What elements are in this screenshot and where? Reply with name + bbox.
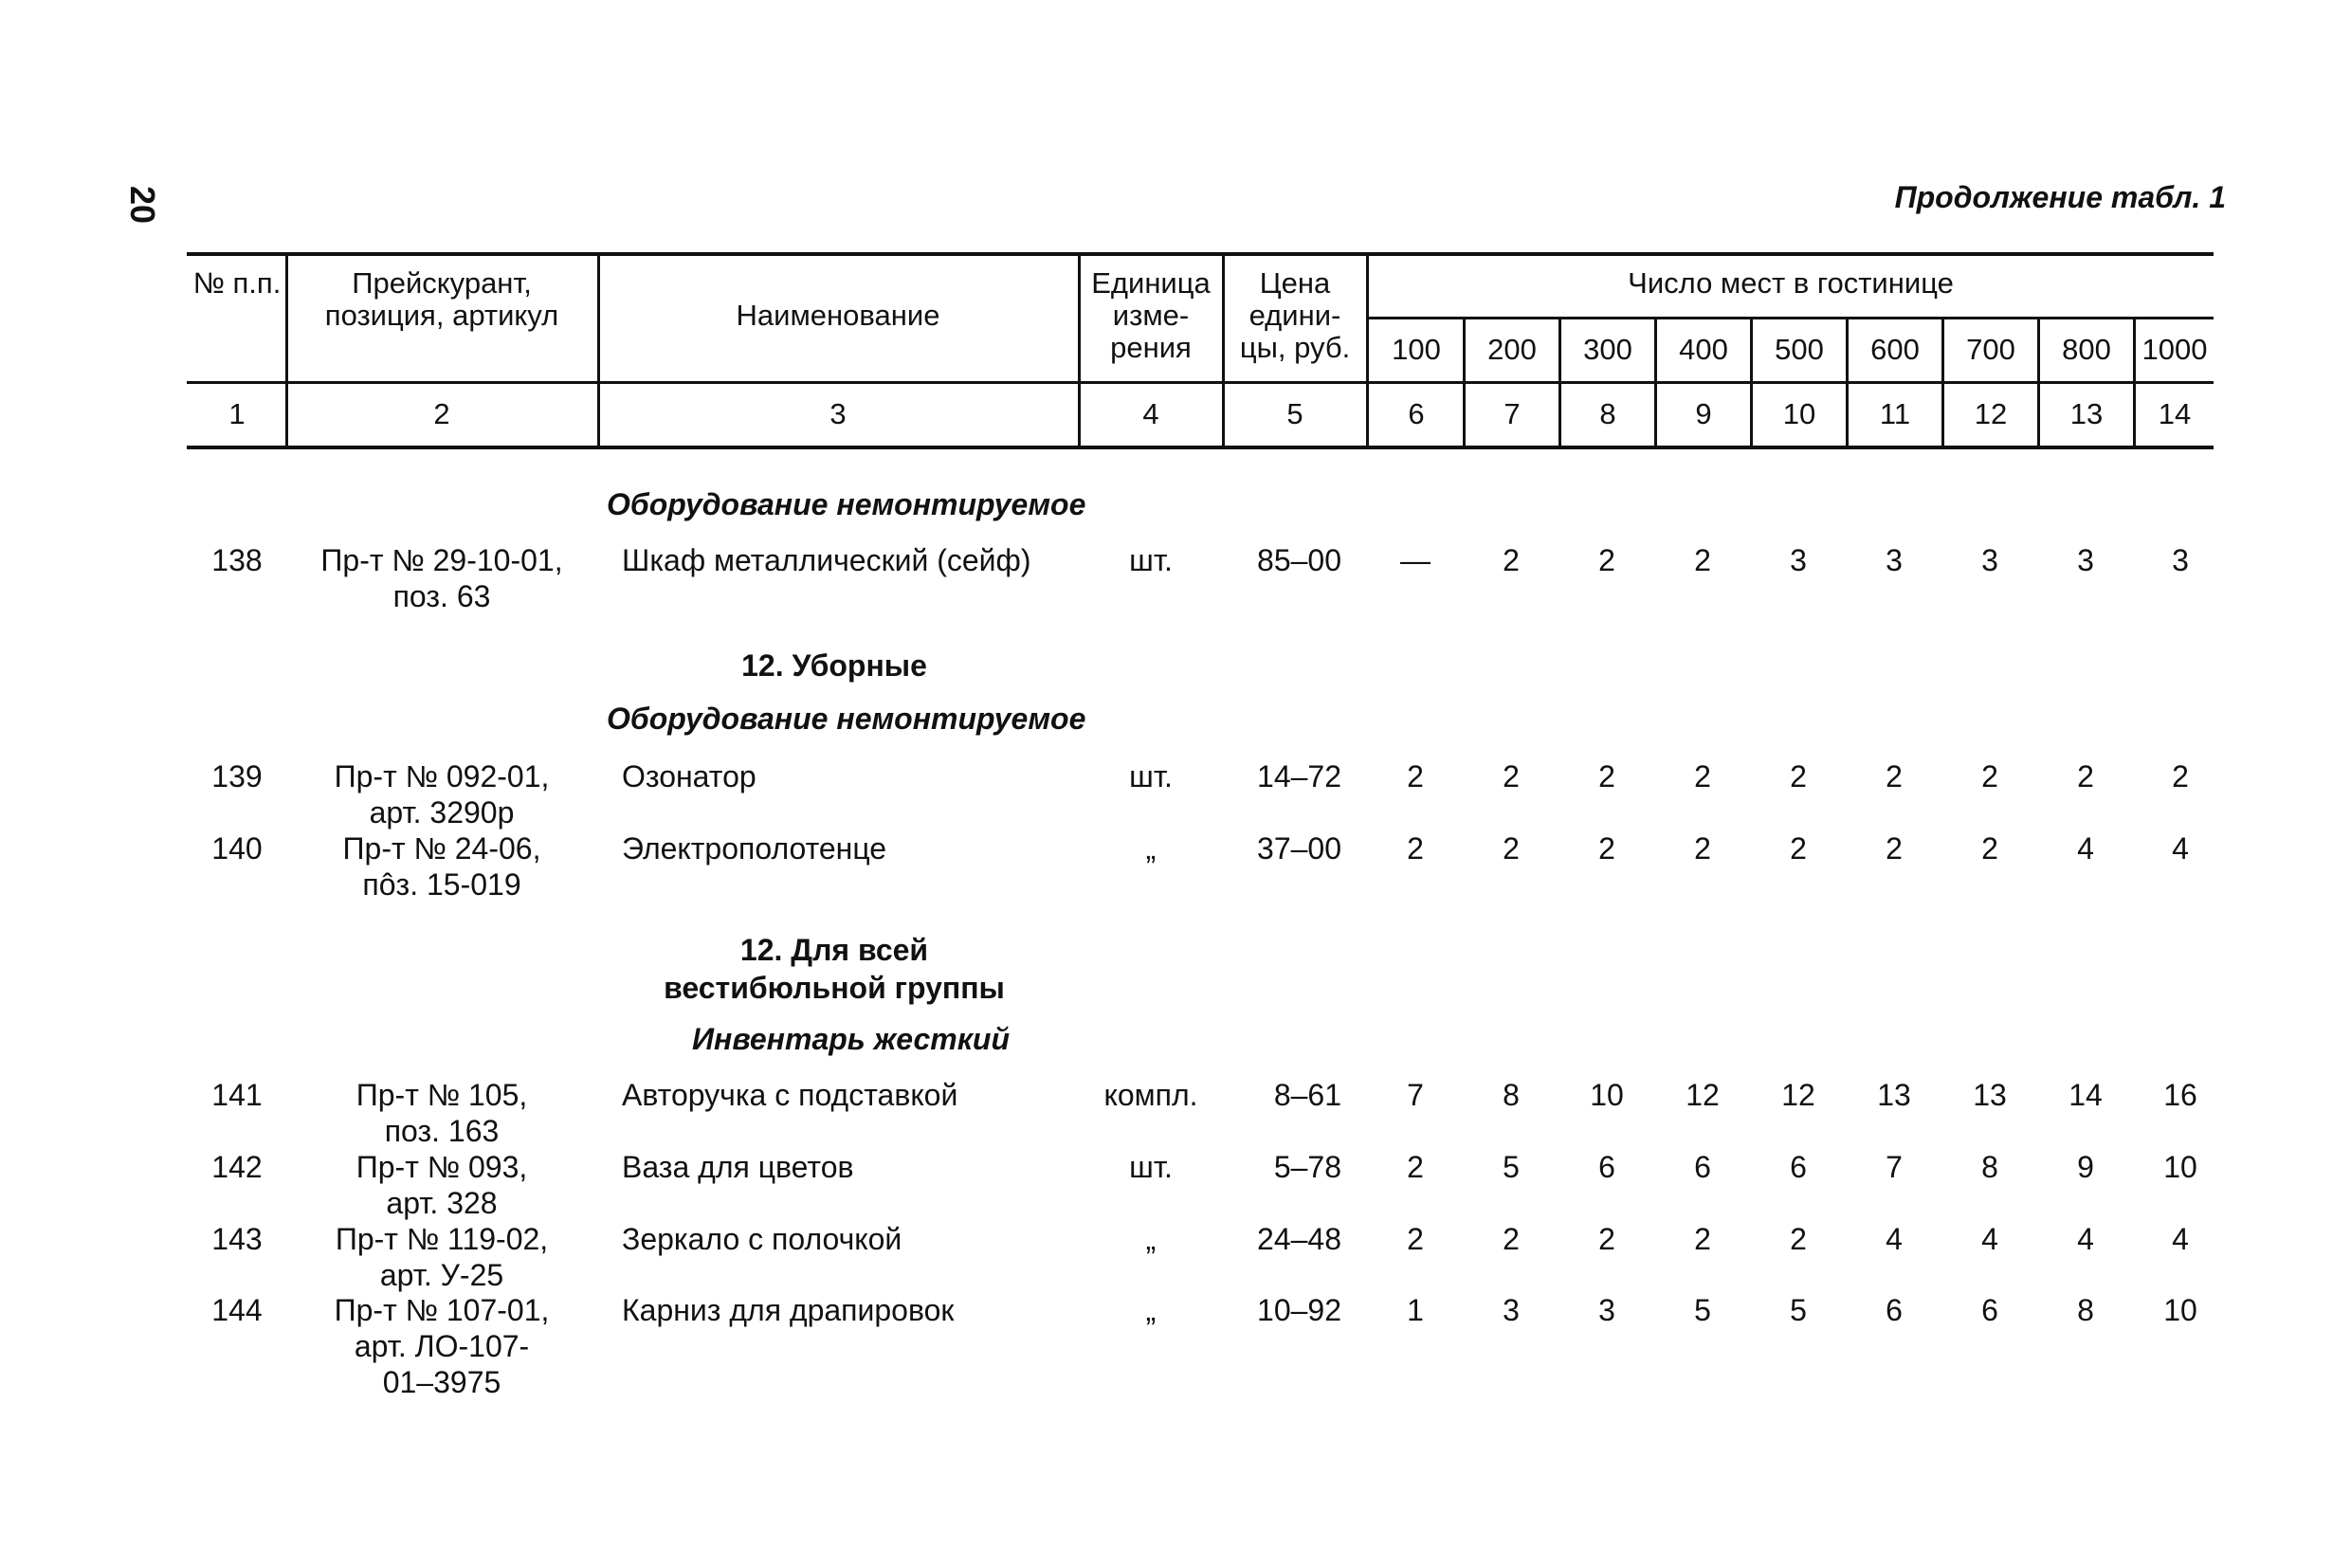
column-number: 3	[829, 397, 847, 430]
row-place-value: 2	[1886, 831, 1903, 866]
section-heading: 12. Уборные	[741, 648, 927, 683]
row-place-value: 2	[1503, 543, 1520, 577]
row-pricelist: Пр-т № 107-01,	[334, 1293, 550, 1327]
row-unit: шт.	[1129, 1150, 1173, 1184]
header-num: № п.п.	[192, 266, 282, 300]
row-number: 140	[211, 831, 263, 866]
row-unit: шт.	[1129, 543, 1173, 577]
row-place-value: 2	[1694, 543, 1711, 577]
row-price: 14–72	[1257, 759, 1341, 793]
row-place-value: 2	[1694, 1222, 1711, 1256]
row-place-value: 6	[1598, 1150, 1615, 1184]
col-divider	[1366, 252, 1369, 448]
row-place-value: 2	[1503, 759, 1520, 793]
column-number: 7	[1504, 397, 1521, 430]
header-places-group: Число мест в гостинице	[1628, 266, 1954, 300]
row-place-value: 6	[1886, 1293, 1903, 1327]
table-continuation-label: Продолжение табл. 1	[1894, 180, 2226, 214]
page-number: 20	[123, 185, 163, 225]
row-place-value: 6	[1981, 1293, 1998, 1327]
column-number: 2	[433, 397, 450, 430]
row-unit: „	[1145, 1222, 1157, 1256]
row-place-value: 4	[2172, 831, 2189, 866]
row-place-value: 8	[1503, 1078, 1520, 1112]
header-places-800: 800	[2062, 333, 2111, 366]
row-pricelist: арт. 328	[386, 1186, 498, 1220]
row-place-value: 16	[2163, 1078, 2197, 1112]
table-top-rule	[187, 252, 2214, 256]
row-place-value: 10	[2163, 1293, 2197, 1327]
row-place-value: 2	[1407, 1150, 1424, 1184]
row-place-value: 6	[1694, 1150, 1711, 1184]
header-places-300: 300	[1583, 333, 1632, 366]
row-place-value: 2	[1694, 831, 1711, 866]
row-place-value: 2	[1790, 1222, 1807, 1256]
row-price: 24–48	[1257, 1222, 1341, 1256]
row-place-value: 4	[2077, 1222, 2094, 1256]
row-price: 5–78	[1273, 1150, 1341, 1184]
row-place-value: 2	[1598, 1222, 1615, 1256]
row-place-value: 5	[1503, 1150, 1520, 1184]
row-place-value: 2	[1407, 759, 1424, 793]
header-places-400: 400	[1679, 333, 1728, 366]
column-number: 1	[228, 397, 246, 430]
row-price: 37–00	[1257, 831, 1341, 866]
row-place-value: 2	[1407, 831, 1424, 866]
row-unit: „	[1145, 1293, 1157, 1327]
row-unit: шт.	[1129, 759, 1173, 793]
row-place-value: 2	[1981, 759, 1998, 793]
row-name: Шкаф металлический (сейф)	[622, 543, 1031, 577]
row-pricelist: 01–3975	[382, 1365, 501, 1399]
row-pricelist: Пр-т № 105,	[355, 1078, 528, 1112]
row-price: 10–92	[1257, 1293, 1341, 1327]
row-name: Зеркало с полочкой	[622, 1222, 902, 1256]
row-place-value: 2	[2077, 759, 2094, 793]
row-price: 85–00	[1257, 543, 1341, 577]
column-number: 6	[1408, 397, 1425, 430]
section-heading: Оборудование немонтируемое	[607, 487, 1086, 521]
row-pricelist: пôз. 15-019	[362, 867, 521, 902]
row-pricelist: арт. 3290р	[369, 795, 515, 830]
header-places-600: 600	[1870, 333, 1920, 366]
row-place-value: 3	[1598, 1293, 1615, 1327]
column-number: 9	[1695, 397, 1712, 430]
section-heading: Инвентарь жесткий	[692, 1022, 1010, 1056]
section-heading: 12. Для всей вестибюльной группы	[664, 933, 1005, 1005]
row-place-value: 13	[1973, 1078, 2007, 1112]
row-place-value: 10	[1590, 1078, 1624, 1112]
header-places-500: 500	[1775, 333, 1824, 366]
header-name: Наименование	[736, 299, 940, 332]
row-place-value: 3	[1790, 543, 1807, 577]
header-places-700: 700	[1966, 333, 2015, 366]
column-number: 12	[1974, 397, 2008, 430]
column-number-rule	[187, 446, 2214, 449]
row-place-value: 12	[1781, 1078, 1815, 1112]
row-pricelist: арт. У-25	[379, 1258, 504, 1292]
row-price: 8–61	[1273, 1078, 1341, 1112]
row-pricelist: поз. 63	[392, 579, 491, 613]
row-pricelist: арт. ЛО-107-	[354, 1329, 530, 1363]
row-name: Авторучка с подставкой	[622, 1078, 958, 1112]
row-pricelist: Пр-т № 093,	[355, 1150, 528, 1184]
row-pricelist: Пр-т № 092-01,	[334, 759, 550, 793]
row-place-value: 9	[2077, 1150, 2094, 1184]
row-place-value: 10	[2163, 1150, 2197, 1184]
row-pricelist: поз. 163	[384, 1114, 500, 1148]
row-pricelist: Пр-т № 24-06,	[342, 831, 541, 866]
row-place-value: 2	[1503, 831, 1520, 866]
row-number: 144	[211, 1293, 263, 1327]
row-name: Карниз для драпировок	[622, 1293, 955, 1327]
row-pricelist: Пр-т № 29-10-01,	[320, 543, 563, 577]
row-place-value: 6	[1790, 1150, 1807, 1184]
row-place-value: 7	[1407, 1078, 1424, 1112]
row-place-value: 5	[1790, 1293, 1807, 1327]
row-number: 139	[211, 759, 263, 793]
row-place-value: 4	[1981, 1222, 1998, 1256]
row-place-value: 4	[2172, 1222, 2189, 1256]
row-place-value: 4	[1886, 1222, 1903, 1256]
header-price: Цена едини- цы, руб.	[1239, 266, 1351, 364]
row-place-value: 3	[1503, 1293, 1520, 1327]
header-places-1000: 1000	[2141, 333, 2208, 366]
column-number: 5	[1286, 397, 1303, 430]
row-unit: компл.	[1103, 1078, 1198, 1112]
row-place-value: 4	[2077, 831, 2094, 866]
column-number: 11	[1879, 397, 1911, 430]
column-number: 10	[1782, 397, 1816, 430]
row-place-value: 2	[1407, 1222, 1424, 1256]
row-place-value: —	[1400, 543, 1431, 577]
column-number: 13	[2069, 397, 2104, 430]
row-place-value: 2	[1598, 543, 1615, 577]
row-number: 141	[211, 1078, 263, 1112]
header-places-200: 200	[1487, 333, 1537, 366]
row-place-value: 3	[2077, 543, 2094, 577]
row-place-value: 2	[1503, 1222, 1520, 1256]
row-place-value: 5	[1694, 1293, 1711, 1327]
row-number: 142	[211, 1150, 263, 1184]
section-heading: Оборудование немонтируемое	[607, 702, 1086, 736]
row-place-value: 8	[2077, 1293, 2094, 1327]
row-name: Электрополотенце	[622, 831, 887, 866]
row-place-value: 3	[2172, 543, 2189, 577]
row-place-value: 13	[1877, 1078, 1911, 1112]
header-pricelist: Прейскурант, позиция, артикул	[324, 266, 559, 332]
column-number: 4	[1142, 397, 1159, 430]
row-place-value: 3	[1981, 543, 1998, 577]
row-place-value: 2	[2172, 759, 2189, 793]
row-name: Ваза для цветов	[622, 1150, 854, 1184]
row-place-value: 2	[1790, 759, 1807, 793]
row-place-value: 2	[1598, 759, 1615, 793]
column-number: 8	[1599, 397, 1616, 430]
row-place-value: 8	[1981, 1150, 1998, 1184]
row-place-value: 14	[2069, 1078, 2103, 1112]
row-place-value: 2	[1598, 831, 1615, 866]
row-place-value: 2	[1790, 831, 1807, 866]
header-unit: Единица изме- рения	[1091, 266, 1211, 364]
row-number: 138	[211, 543, 263, 577]
row-place-value: 2	[1886, 759, 1903, 793]
row-number: 143	[211, 1222, 263, 1256]
col-divider	[597, 252, 600, 448]
row-name: Озонатор	[622, 759, 756, 793]
row-place-value: 1	[1407, 1293, 1424, 1327]
row-place-value: 12	[1686, 1078, 1720, 1112]
row-place-value: 2	[1981, 831, 1998, 866]
row-place-value: 7	[1886, 1150, 1903, 1184]
row-place-value: 3	[1886, 543, 1903, 577]
col-divider	[1222, 252, 1225, 448]
column-number: 14	[2158, 397, 2192, 430]
row-place-value: 2	[1694, 759, 1711, 793]
header-bottom-rule	[187, 381, 2214, 384]
col-divider	[285, 252, 288, 448]
places-subheader-rule	[1368, 317, 2214, 319]
row-pricelist: Пр-т № 119-02,	[335, 1222, 549, 1256]
row-unit: „	[1145, 831, 1157, 866]
header-places-100: 100	[1392, 333, 1441, 366]
